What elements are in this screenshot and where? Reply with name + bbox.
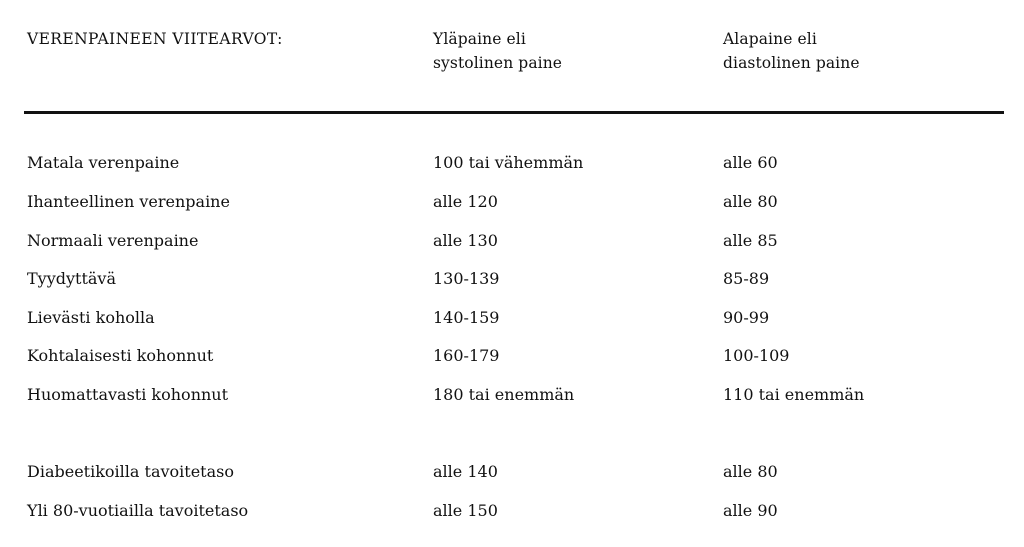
diastolic-value: 110 tai enemmän — [723, 385, 865, 404]
diastolic-value: 85-89 — [723, 269, 770, 288]
diastolic-value: alle 80 — [723, 192, 778, 211]
target-row — [0, 459, 1024, 485]
table-row — [0, 150, 1024, 176]
systolic-value: alle 140 — [433, 462, 498, 481]
diastolic-value: alle 60 — [723, 153, 778, 172]
diastolic-value: alle 85 — [723, 231, 778, 250]
row-label: Yli 80-vuotiailla tavoitetaso — [27, 501, 249, 520]
diastolic-value: alle 80 — [723, 462, 778, 481]
systolic-value: alle 130 — [433, 231, 498, 250]
systolic-value: alle 150 — [433, 501, 498, 520]
row-label: Tyydyttävä — [27, 269, 117, 288]
row-label: Ihanteellinen verenpaine — [27, 192, 230, 211]
systolic-value: 160-179 — [433, 346, 500, 365]
table-row — [0, 266, 1024, 292]
row-label: Kohtalaisesti kohonnut — [27, 346, 214, 365]
table-title: VERENPAINEEN VIITEARVOT: — [27, 30, 283, 48]
systolic-column-header: Yläpaine eli systolinen paine — [433, 30, 563, 72]
table-row — [0, 305, 1024, 331]
target-row — [0, 498, 1024, 524]
header-divider — [24, 111, 1004, 114]
diastolic-value: 90-99 — [723, 308, 770, 327]
diastolic-value: alle 90 — [723, 501, 778, 520]
systolic-value: 140-159 — [433, 308, 500, 327]
row-label: Lievästi koholla — [27, 308, 155, 327]
systolic-value: 100 tai vähemmän — [433, 153, 584, 172]
row-label: Matala verenpaine — [27, 153, 180, 172]
row-label: Diabeetikoilla tavoitetaso — [27, 462, 234, 481]
systolic-value: 130-139 — [433, 269, 500, 288]
table-row — [0, 382, 1024, 408]
row-label: Huomattavasti kohonnut — [27, 385, 229, 404]
row-label: Normaali verenpaine — [27, 231, 199, 250]
systolic-value: 180 tai enemmän — [433, 385, 575, 404]
diastolic-value: 100-109 — [723, 346, 790, 365]
table-row — [0, 228, 1024, 254]
table-header — [0, 27, 1024, 87]
table-row — [0, 189, 1024, 215]
table-row — [0, 343, 1024, 369]
systolic-value: alle 120 — [433, 192, 498, 211]
diastolic-column-header: Alapaine eli diastolinen paine — [723, 30, 860, 72]
